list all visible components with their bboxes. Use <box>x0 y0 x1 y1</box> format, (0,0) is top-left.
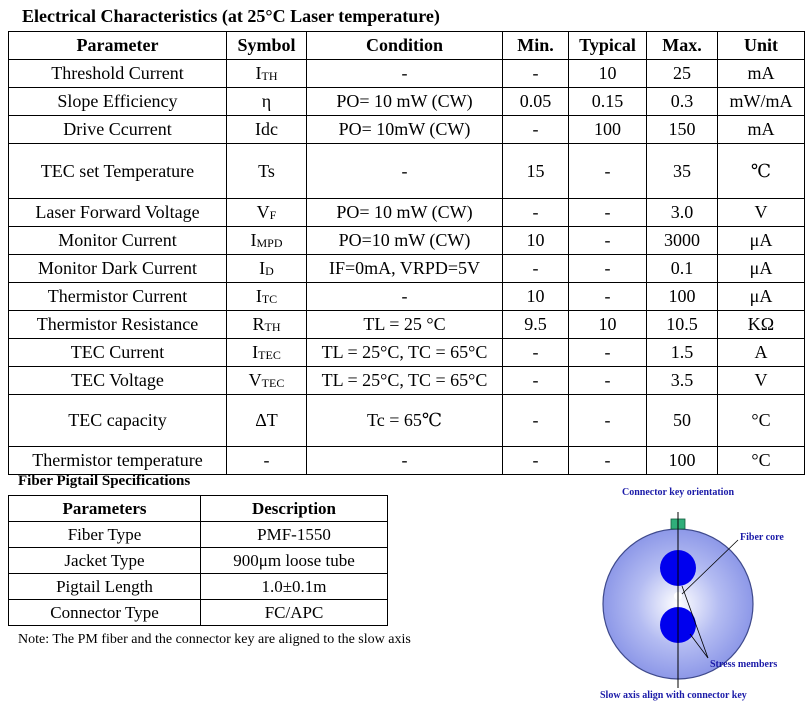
typical-cell: - <box>569 144 647 199</box>
min-cell: - <box>503 447 569 475</box>
typical-cell: - <box>569 199 647 227</box>
symbol-main: ΔT <box>255 410 278 430</box>
symbol-cell <box>227 60 307 88</box>
max-cell: 0.1 <box>647 255 718 283</box>
header-description: Description <box>201 496 388 522</box>
min-cell: - <box>503 60 569 88</box>
condition-cell: - <box>307 60 503 88</box>
parameter-cell: Monitor Dark Current <box>9 255 227 283</box>
typical-cell: 10 <box>569 311 647 339</box>
max-cell: 150 <box>647 116 718 144</box>
pigtail-desc-cell: 900μm loose tube <box>201 548 388 574</box>
parameter-cell: TEC set Temperature <box>9 144 227 199</box>
unit-cell: V <box>718 367 805 395</box>
symbol-cell <box>227 395 307 447</box>
condition-cell: IF=0mA, VRPD=5V <box>307 255 503 283</box>
min-cell: - <box>503 199 569 227</box>
condition-cell: TL = 25°C, TC = 65°C <box>307 339 503 367</box>
condition-cell: TL = 25°C, TC = 65°C <box>307 367 503 395</box>
min-cell: - <box>503 255 569 283</box>
typical-cell: 10 <box>569 60 647 88</box>
min-cell: - <box>503 367 569 395</box>
pigtail-param-cell: Fiber Type <box>9 522 201 548</box>
condition-cell: TL = 25 °C <box>307 311 503 339</box>
table-row <box>9 600 388 626</box>
pigtail-desc-cell: 1.0±0.1m <box>201 574 388 600</box>
table-row <box>9 60 805 88</box>
parameter-cell: Threshold Current <box>9 60 227 88</box>
header-condition: Condition <box>307 32 503 60</box>
pigtail-param-cell: Connector Type <box>9 600 201 626</box>
symbol-main: V <box>256 202 270 222</box>
header-min: Min. <box>503 32 569 60</box>
condition-cell: - <box>307 447 503 475</box>
symbol-main: I <box>259 258 266 278</box>
symbol-cell <box>227 339 307 367</box>
unit-cell: KΩ <box>718 311 805 339</box>
unit-cell: A <box>718 339 805 367</box>
unit-cell: °C <box>718 395 805 447</box>
pigtail-desc-cell: FC/APC <box>201 600 388 626</box>
symbol-cell <box>227 227 307 255</box>
symbol-main: I <box>252 342 259 362</box>
symbol-cell <box>227 88 307 116</box>
symbol-cell <box>227 116 307 144</box>
header-max: Max. <box>647 32 718 60</box>
parameter-cell: Slope Efficiency <box>9 88 227 116</box>
condition-cell: PO=10 mW (CW) <box>307 227 503 255</box>
unit-cell: μA <box>718 283 805 311</box>
max-cell: 10.5 <box>647 311 718 339</box>
header-unit: Unit <box>718 32 805 60</box>
symbol-main: R <box>252 314 265 334</box>
table-row <box>9 283 805 311</box>
symbol-subscript: MPD <box>256 236 283 250</box>
table-row <box>9 227 805 255</box>
table-row <box>9 88 805 116</box>
parameter-cell: Laser Forward Voltage <box>9 199 227 227</box>
table-row <box>9 339 805 367</box>
table-row <box>9 144 805 199</box>
stress-members-label: Stress members <box>710 659 778 670</box>
symbol-subscript: D <box>265 264 274 278</box>
condition-cell: Tc = 65℃ <box>307 395 503 447</box>
electrical-title: Electrical Characteristics (at 25°C Laser temperature) <box>22 6 440 26</box>
table-row <box>9 255 805 283</box>
typical-cell: - <box>569 339 647 367</box>
unit-cell: μA <box>718 255 805 283</box>
symbol-main: - <box>263 450 270 470</box>
symbol-cell <box>227 447 307 475</box>
unit-cell: V <box>718 199 805 227</box>
unit-cell: mA <box>718 60 805 88</box>
max-cell: 0.3 <box>647 88 718 116</box>
fiber-core-label: Fiber core <box>740 532 784 543</box>
typical-cell: - <box>569 255 647 283</box>
symbol-subscript: TEC <box>258 348 281 362</box>
condition-cell: PO= 10mW (CW) <box>307 116 503 144</box>
symbol-main: Idc <box>255 119 278 139</box>
symbol-cell <box>227 311 307 339</box>
pigtail-desc-cell: PMF-1550 <box>201 522 388 548</box>
header-parameter: Parameter <box>9 32 227 60</box>
min-cell: 0.05 <box>503 88 569 116</box>
parameter-cell: TEC capacity <box>9 395 227 447</box>
symbol-subscript: TH <box>261 69 278 83</box>
min-cell: 15 <box>503 144 569 199</box>
header-typical: Typical <box>569 32 647 60</box>
min-cell: 10 <box>503 227 569 255</box>
max-cell: 50 <box>647 395 718 447</box>
table-row <box>9 447 805 475</box>
table-row <box>9 116 805 144</box>
max-cell: 25 <box>647 60 718 88</box>
table-header-row <box>9 32 805 60</box>
condition-cell: - <box>307 144 503 199</box>
parameter-cell: TEC Current <box>9 339 227 367</box>
unit-cell: ℃ <box>718 144 805 199</box>
fiber-pigtail-table <box>8 495 388 626</box>
table-row <box>9 395 805 447</box>
table-row <box>9 574 388 600</box>
parameter-cell: Monitor Current <box>9 227 227 255</box>
pigtail-param-cell: Pigtail Length <box>9 574 201 600</box>
parameter-cell: Drive Ccurrent <box>9 116 227 144</box>
table-row <box>9 199 805 227</box>
header-parameters: Parameters <box>9 496 201 522</box>
unit-cell: mA <box>718 116 805 144</box>
electrical-characteristics-table <box>8 31 805 475</box>
symbol-main: η <box>261 91 272 111</box>
pigtail-title: Fiber Pigtail Specifications <box>18 473 191 489</box>
min-cell: - <box>503 116 569 144</box>
table-row <box>9 367 805 395</box>
parameter-cell: TEC Voltage <box>9 367 227 395</box>
max-cell: 100 <box>647 283 718 311</box>
connector-key-label: Connector key orientation <box>622 487 735 498</box>
symbol-main: V <box>248 370 262 390</box>
min-cell: 9.5 <box>503 311 569 339</box>
symbol-cell <box>227 283 307 311</box>
symbol-subscript: TEC <box>261 376 285 390</box>
typical-cell: - <box>569 395 647 447</box>
typical-cell: - <box>569 227 647 255</box>
parameter-cell: Thermistor Current <box>9 283 227 311</box>
slow-axis-label: Slow axis align with connector key <box>600 690 747 701</box>
table-row <box>9 548 388 574</box>
typical-cell: - <box>569 283 647 311</box>
parameter-cell: Thermistor temperature <box>9 447 227 475</box>
symbol-cell <box>227 367 307 395</box>
min-cell: - <box>503 395 569 447</box>
unit-cell: °C <box>718 447 805 475</box>
table-row <box>9 522 388 548</box>
min-cell: - <box>503 339 569 367</box>
max-cell: 1.5 <box>647 339 718 367</box>
table-row <box>9 311 805 339</box>
condition-cell: - <box>307 283 503 311</box>
max-cell: 100 <box>647 447 718 475</box>
pigtail-param-cell: Jacket Type <box>9 548 201 574</box>
typical-cell: 0.15 <box>569 88 647 116</box>
max-cell: 3.0 <box>647 199 718 227</box>
condition-cell: PO= 10 mW (CW) <box>307 199 503 227</box>
symbol-subscript: F <box>269 208 277 222</box>
alignment-note: Note: The PM fiber and the connector key are aligned to the slow axis <box>18 632 411 647</box>
typical-cell: - <box>569 447 647 475</box>
symbol-subscript: TC <box>261 292 278 306</box>
symbol-subscript: TH <box>264 320 281 334</box>
table-header-row <box>9 496 388 522</box>
condition-cell: PO= 10 mW (CW) <box>307 88 503 116</box>
max-cell: 3000 <box>647 227 718 255</box>
symbol-main: I <box>250 230 257 250</box>
parameter-cell: Thermistor Resistance <box>9 311 227 339</box>
unit-cell: mW/mA <box>718 88 805 116</box>
symbol-cell <box>227 255 307 283</box>
symbol-main: Ts <box>258 160 275 181</box>
header-symbol: Symbol <box>227 32 307 60</box>
min-cell: 10 <box>503 283 569 311</box>
unit-cell: μA <box>718 227 805 255</box>
symbol-cell <box>227 199 307 227</box>
symbol-cell <box>227 144 307 199</box>
pm-fiber-cross-section-diagram <box>590 482 805 704</box>
max-cell: 3.5 <box>647 367 718 395</box>
symbol-main: I <box>255 286 262 306</box>
typical-cell: 100 <box>569 116 647 144</box>
symbol-main: I <box>255 63 262 83</box>
max-cell: 35 <box>647 144 718 199</box>
typical-cell: - <box>569 367 647 395</box>
